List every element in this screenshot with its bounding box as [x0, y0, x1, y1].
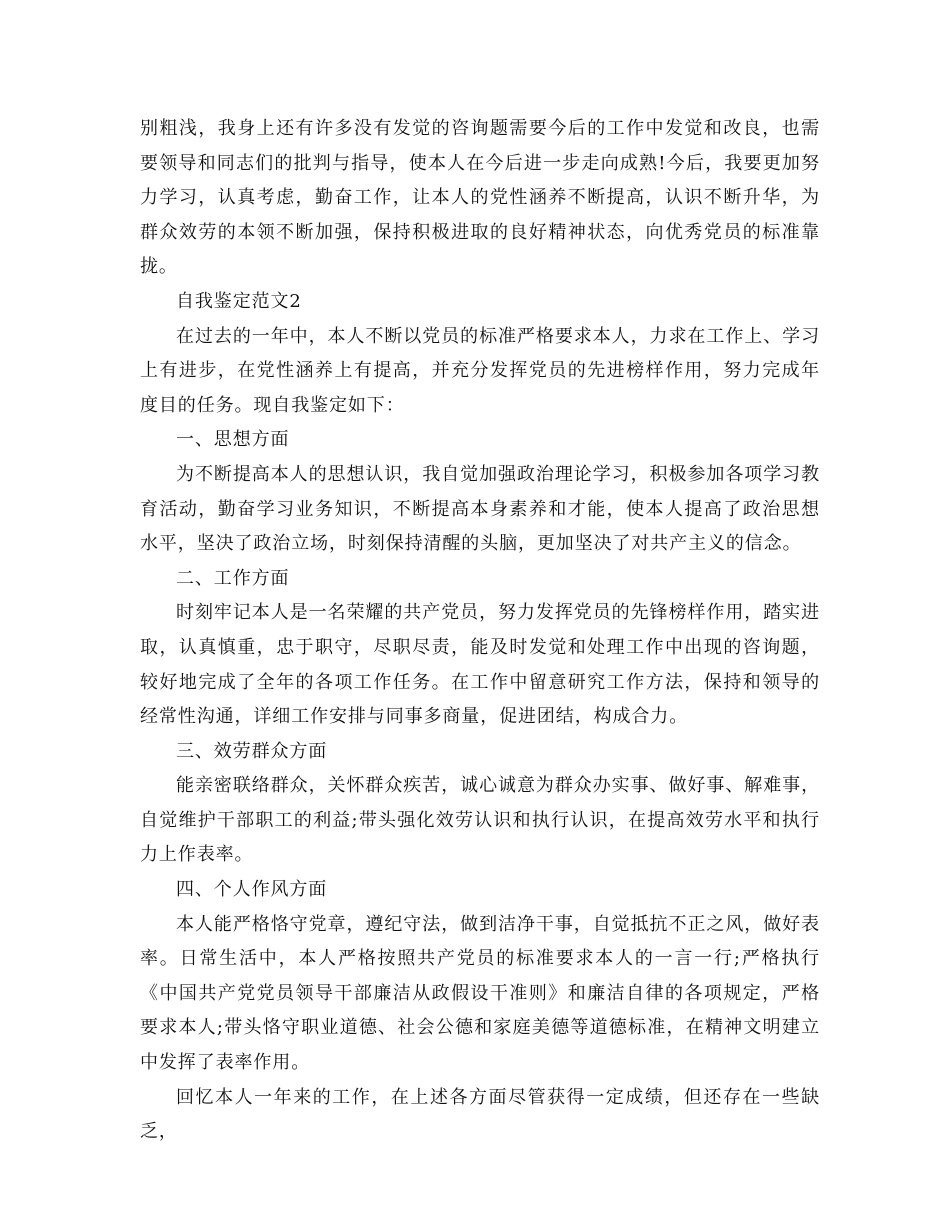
section-title: 自我鉴定范文2	[176, 290, 302, 312]
paragraph-review: 回忆本人一年来的工作，在上述各方面尽管获得一定成绩，但还存在一些缺乏，	[140, 1086, 820, 1143]
heading-conduct: 四、个人作风方面	[176, 879, 328, 901]
paragraph-continuation: 别粗浅，我身上还有许多没有发觉的咨询题需要今后的工作中发觉和改良，也需要领导和同志们的批判与指导，使本人在今后进一步走向成熟!今后，我要更加努力学习，认真考虑，勤奋工作，让本人的党性涵养不断提高，认识不断升华，为群众效劳的本领不断加强，保持积极进取的良好精神状态，向优秀党员的标准靠拢。	[140, 118, 820, 278]
heading-service: 三、效劳群众方面	[176, 740, 328, 762]
document-body	[140, 112, 820, 1150]
heading-work: 二、工作方面	[176, 567, 290, 589]
paragraph-service: 能亲密联络群众，关怀群众疾苦，诚心诚意为群众办实事、做好事、解难事，自觉维护干部职工的利益;带头强化效劳认识和执行认识，在提高效劳水平和执行力上作表率。	[140, 775, 820, 866]
paragraph-intro: 在过去的一年中，本人不断以党员的标准严格要求本人，力求在工作上、学习上有进步，在党性涵养上有提高，并充分发挥党员的先进榜样作用，努力完成年度目的任务。现自我鉴定如下：	[140, 325, 820, 416]
paragraph-work: 时刻牢记本人是一名荣耀的共产党员，努力发挥党员的先锋榜样作用，踏实进取，认真慎重，忠于职守，尽职尽责，能及时发觉和处理工作中出现的咨询题，较好地完成了全年的各项工作任务。在工作中留意研究工作方法，保持和领导的经常性沟通，详细工作安排与同事多商量，促进团结，构成合力。	[140, 602, 820, 728]
heading-thought: 一、思想方面	[176, 429, 290, 451]
paragraph-conduct: 本人能严格恪守党章，遵纪守法，做到洁净干事，自觉抵抗不正之风，做好表率。日常生活中，本人严格按照共产党员的标准要求本人的一言一行;严格执行《中国共产党党员领导干部廉洁从政假设干准则》和廉洁自律的各项规定，严格要求本人;带头恪守职业道德、社会公德和家庭美德等道德标准，在精神文明建立中发挥了表率作用。	[140, 913, 820, 1074]
paragraph-thought: 为不断提高本人的思想认识，我自觉加强政治理论学习，积极参加各项学习教育活动，勤奋学习业务知识，不断提高本身素养和才能，使本人提高了政治思想水平，坚决了政治立场，时刻保持清醒的头脑，更加坚决了对共产主义的信念。	[140, 463, 820, 555]
